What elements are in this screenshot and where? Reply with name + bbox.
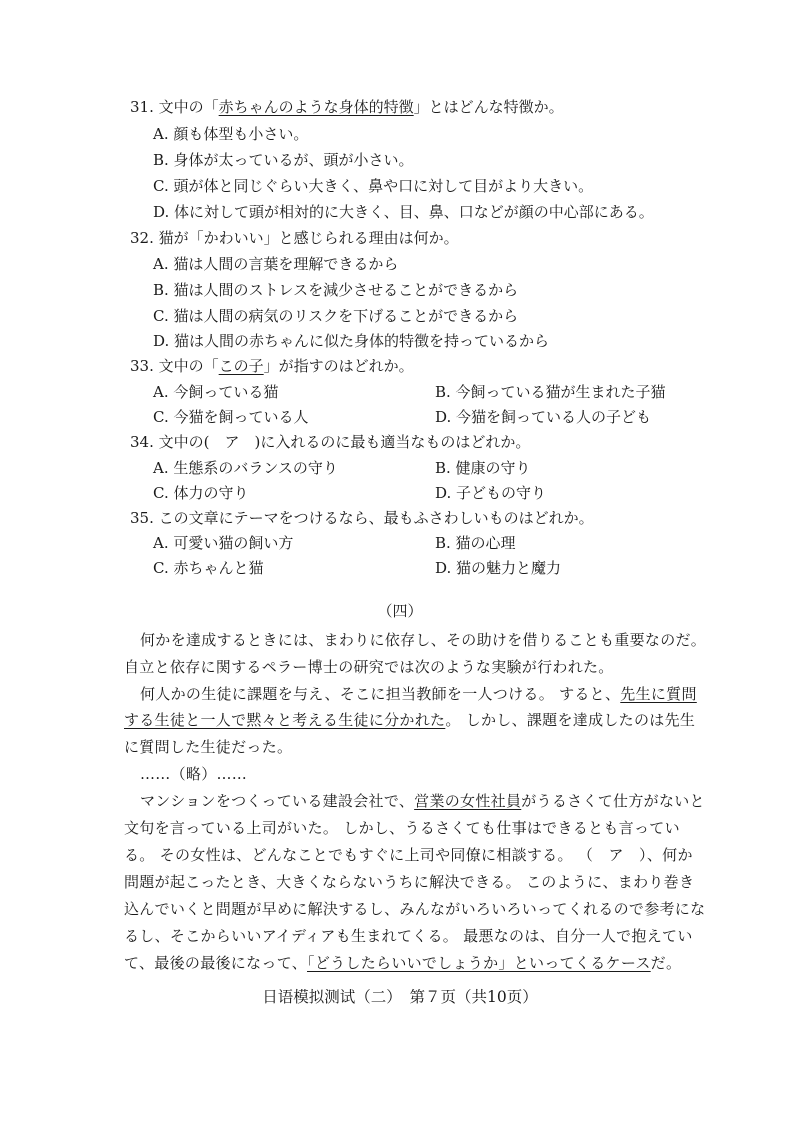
section-title: （四） [377,602,423,620]
q33-option-c: C. 今猫を飼っている人 [153,408,309,426]
q34-option-a: A. 生態系のバランスの守り [153,459,338,477]
q31-option-c: C. 頭が体と同じぐらい大きく、鼻や口に対して目がより大きい。 [153,177,594,195]
question-33-stem: 33. 文中の「この子」が指すのはどれか。 [130,357,414,375]
q34-option-c: C. 体力の守り [153,484,249,502]
passage-line: 込んでいくと問題が早めに解決するし、みんながいろいろいってくれるので参考にな [124,900,706,918]
q32-option-c: C. 猫は人間の病気のリスクを下げることができるから [153,307,519,325]
q33-option-d: D. 今猫を飼っている人の子ども [435,408,652,426]
passage-line: 何人かの生徒に課題を与え、そこに担当教師を一人つける。 すると、先生に質問 [140,685,697,703]
underlined-phrase: 赤ちゃんのような身体的特徴 [218,98,414,116]
passage-line: マンションをつくっている建設会社で、営業の女性社員がうるさくて仕方がないと [140,792,705,810]
underlined-phrase: この子 [218,357,264,375]
q32-option-a: A. 猫は人間の言葉を理解できるから [153,255,399,273]
passage-line: るし、そこからいいアイディアも生まれてくる。 最悪なのは、自分一人で抱えてい [124,927,693,945]
underlined-phrase: 「どうしたらいいでしょうか」といってくるケース [307,954,651,972]
q31-option-b: B. 身体が太っているが、頭が小さい。 [153,151,414,169]
page-footer: 日语模拟测试（二） 第７页（共10页） [262,988,538,1006]
q32-option-d: D. 猫は人間の赤ちゃんに似た身体的特徴を持っているから [153,332,550,350]
passage-line: 文句を言っている上司がいた。 しかし、うるさくても仕事はできるとも言ってい [124,819,680,837]
q34-option-d: D. 子どもの守り [435,484,547,502]
passage-line: する生徒と一人で黙々と考える生徒に分かれた。 しかし、課題を達成したのは先生 [124,711,696,729]
question-32-stem: 32. 猫が「かわいい」と感じられる理由は何か。 [130,229,459,247]
q35-option-b: B. 猫の心理 [435,534,516,552]
passage-line: 自立と依存に関するペラー博士の研究では次のような実験が行われた。 [124,658,614,676]
underlined-phrase: 先生に質問 [620,685,697,703]
q33-option-a: A. 今飼っている猫 [153,383,279,401]
underlined-phrase: 営業の女性社員 [414,792,522,810]
q31-option-d: D. 体に対して頭が相対的に大きく、目、鼻、口などが顔の中心部にある。 [153,203,654,221]
passage-line: に質問した生徒だった。 [124,738,293,756]
passage-line: て、最後の最後になって、「どうしたらいいでしょうか」といってくるケースだ。 [124,954,682,972]
passage-line: 何かを達成するときには、まわりに依存し、その助けを借りることも重要なのだ。 [140,631,707,649]
q35-option-c: C. 赤ちゃんと猫 [153,559,264,577]
question-31-stem: 31. 文中の「赤ちゃんのような身体的特徴」とはどんな特徴か。 [130,98,564,116]
q34-option-b: B. 健康の守り [435,459,531,477]
q35-option-a: A. 可愛い猫の飼い方 [153,534,294,552]
q35-option-d: D. 猫の魅力と魔力 [435,559,562,577]
question-35-stem: 35. この文章にテーマをつけるなら、最もふさわしいものはどれか。 [130,509,594,527]
omission-mark: ……（略）…… [140,765,248,783]
q33-option-b: B. 今飼っている猫が生まれた子猫 [435,383,666,401]
q32-option-b: B. 猫は人間のストレスを減少させることができるから [153,281,519,299]
passage-line: る。 その女性は、どんなことでもすぐに上司や同僚に相談する。 （ ア ）、何か [124,846,693,864]
passage-line: 問題が起こったとき、大きくならないうちに解決できる。 このように、まわり巻き [124,873,695,891]
underlined-phrase: する生徒と一人で黙々と考える生徒に分かれた [124,711,446,729]
question-34-stem: 34. 文中の( ア )に入れるのに最も適当なものはどれか。 [130,433,531,451]
q31-option-a: A. 顔も体型も小さい。 [153,125,309,143]
